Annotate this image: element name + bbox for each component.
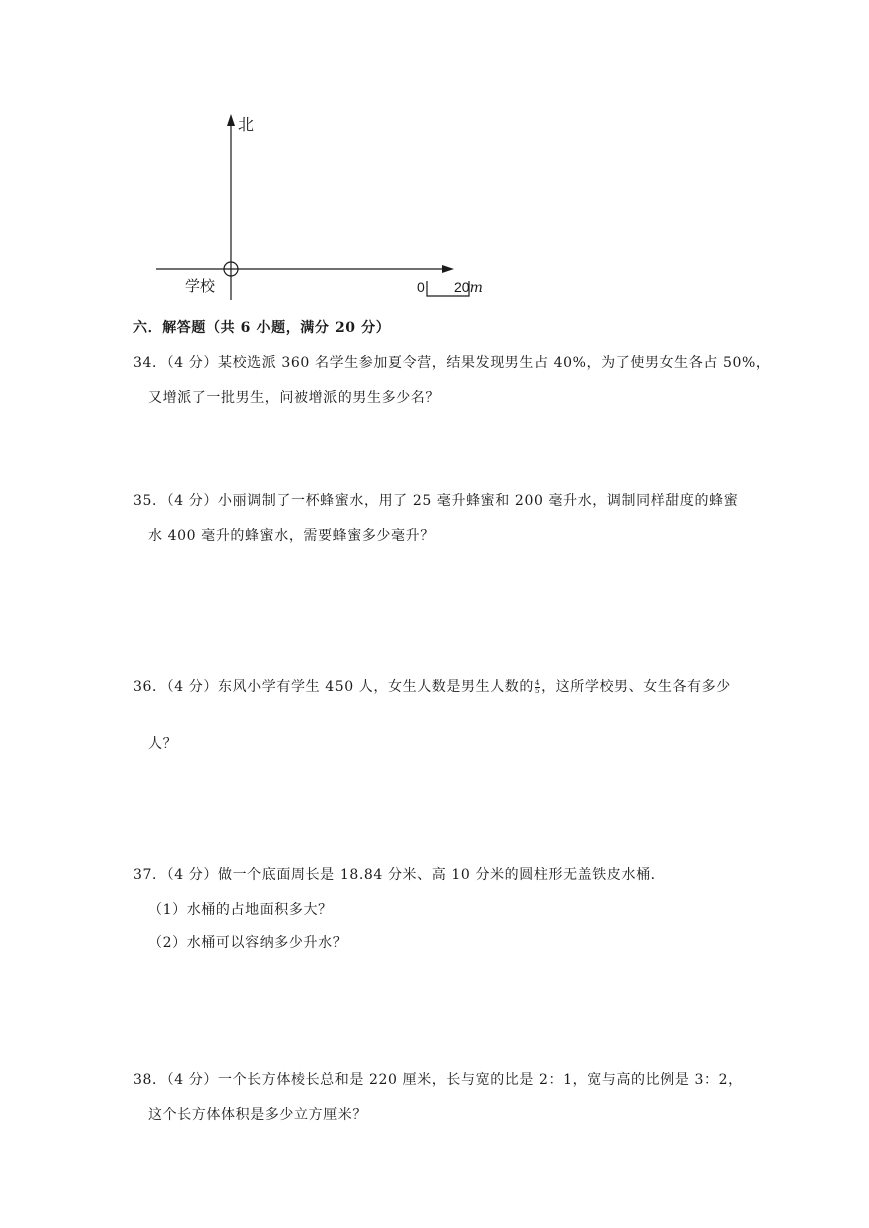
question-35-line-1: 35．（4 分）小丽调制了一杯蜂蜜水，用了 25 毫升蜂蜜和 200 毫升水，调制同样甜度的蜂蜜: [133, 493, 739, 509]
question-34-line-2: 又增派了一批男生，问被增派的男生多少名？: [148, 390, 440, 406]
question-36-text-after: ，这所学校男、女生各有多少: [541, 679, 731, 695]
question-37-line-1: 37．（4 分）做一个底面周长是 18.84 分米、高 10 分米的圆柱形无盖铁皮水桶．: [133, 867, 666, 883]
fraction-numerator: 4: [535, 678, 541, 687]
question-34-line-1: 34．（4 分）某校选派 360 名学生参加夏令营，结果发现男生占 40%，为了使男女生各占 50%，: [133, 355, 771, 371]
north-arrow-icon: [227, 114, 235, 126]
scale-value-label: 20m: [454, 279, 483, 296]
north-label: 北: [238, 117, 255, 134]
question-36-text-before: 36．（4 分）东风小学有学生 450 人，女生人数是男生人数的: [133, 679, 534, 695]
origin-label: 学校: [185, 278, 216, 295]
east-arrow-icon: [442, 265, 454, 273]
question-38-line-2: 这个长方体体积是多少立方厘米？: [148, 1107, 367, 1123]
fraction-four-fifths: [535, 680, 540, 695]
question-37-sub-2: （2）水桶可以容纳多少升水？: [148, 935, 348, 951]
question-37-sub-1: （1）水桶的占地面积多大？: [148, 902, 333, 918]
section-title: 六．解答题（共 6 小题，满分 20 分）: [133, 320, 391, 336]
scale-zero-label: 0: [417, 279, 425, 295]
question-35-line-2: 水 400 毫升的蜂蜜水，需要蜂蜜多少毫升？: [148, 528, 435, 544]
fraction-denominator: 5: [535, 686, 541, 695]
question-36-line-1: [133, 676, 731, 696]
direction-diagram: [140, 100, 500, 310]
question-38-line-1: 38．（4 分）一个长方体棱长总和是 220 厘米，长与宽的比是 2：1，宽与高的比例是 3：2，: [133, 1072, 743, 1088]
question-36-line-2: 人？: [148, 736, 178, 752]
